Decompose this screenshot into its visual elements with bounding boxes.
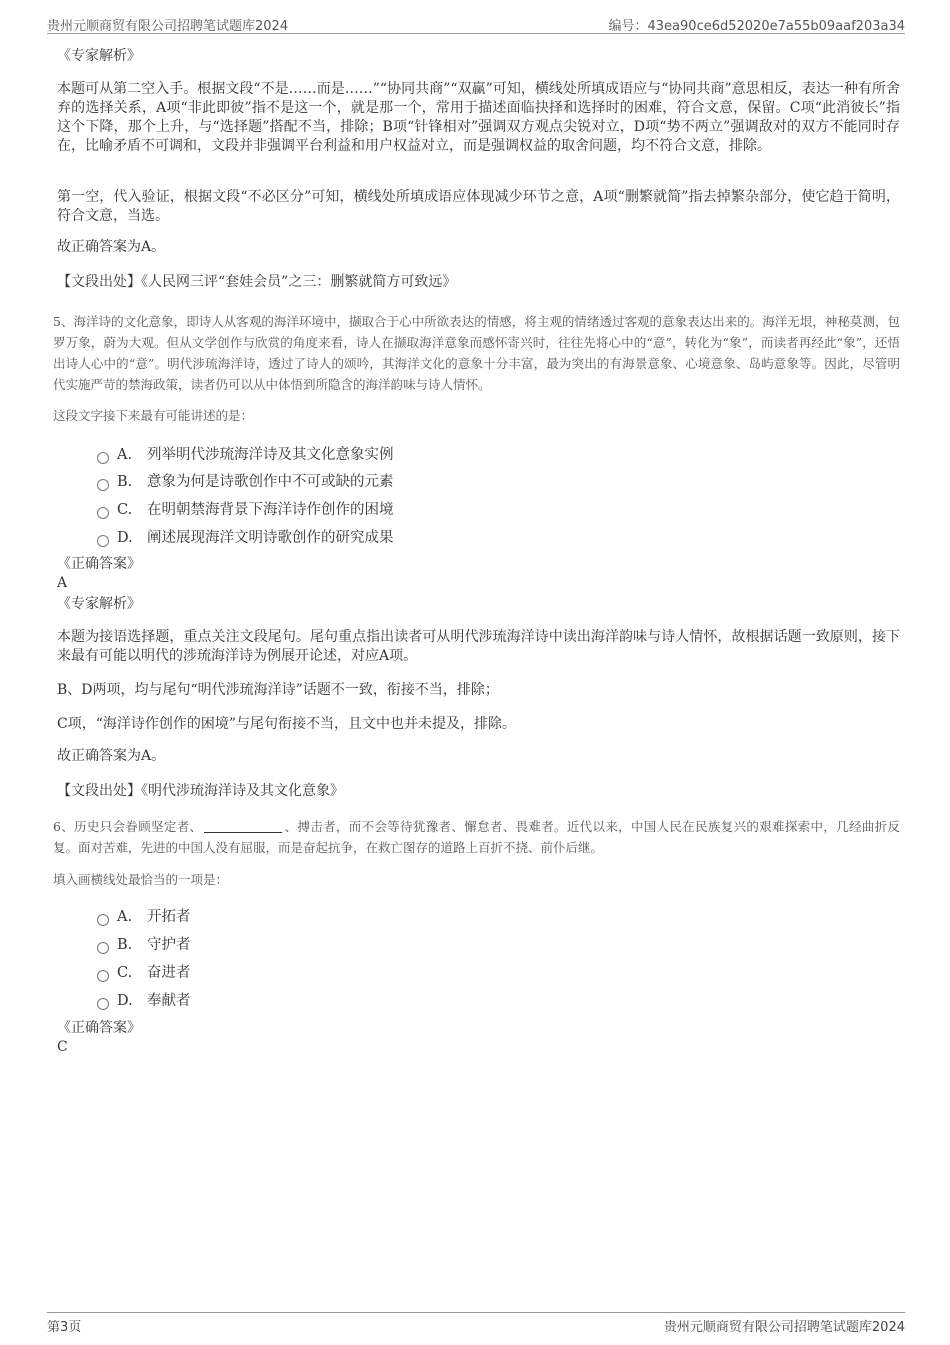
q6-option-b[interactable]: B. 守护者 xyxy=(97,933,191,953)
q5-analysis-heading: 《专家解析》 xyxy=(57,596,141,612)
radio-icon[interactable] xyxy=(97,452,109,464)
page-number: 第3页 xyxy=(47,1320,82,1335)
q4-source: 【文段出处】《人民网三评“套娃会员”之三：删繁就简方可致远》 xyxy=(57,274,457,290)
header-title: 贵州元顺商贸有限公司招聘笔试题库2024 xyxy=(47,19,289,34)
radio-icon[interactable] xyxy=(97,942,109,954)
page-footer xyxy=(47,1312,905,1337)
q5-answer-heading: 《正确答案》 xyxy=(57,556,141,572)
radio-icon[interactable] xyxy=(97,479,109,491)
q5-source: 【文段出处】《明代涉琉海洋诗及其文化意象》 xyxy=(57,783,344,799)
q6-option-a[interactable]: A. 开拓者 xyxy=(97,905,191,925)
q5-option-b[interactable]: B. 意象为何是诗歌创作中不可或缺的元素 xyxy=(97,470,394,490)
q5-option-c[interactable]: C. 在明朝禁海背景下海洋诗作创作的困境 xyxy=(97,498,394,518)
q6-answer: C xyxy=(57,1039,68,1055)
q5-option-d[interactable]: D. 阐述展现海洋文明诗歌创作的研究成果 xyxy=(97,526,394,546)
q6-stem: 6、历史只会眷顾坚定者、 、搏击者，而不会等待犹豫者、懈怠者、畏难者。近代以来，中国人民在民族复兴的艰难探索中，几经曲折反复。面对苦难，先进的中国人没有屈服，而是奋起抗争，在救亡图存的道路上百折不挠、前仆后继。 xyxy=(53,819,900,855)
q5-stem: 5、海洋诗的文化意象，即诗人从客观的海洋环境中，撷取合于心中所欲表达的情感，将主观的情绪透过客观的意象表达出来的。海洋无垠，神秘莫测，包罗万象，蔚为大观。但从文学创作与欣赏的角度来看，诗人在撷取海洋意象而感怀寄兴时，往往先将心中的“意”，转化为“象”，而读者再经此“象”，还悟出诗人心中的“意”。明代涉琉海洋诗，透过了诗人的颂吟，其海洋文化的意象十分丰富，最为突出的有海景意象、心境意象、岛屿意象等。因此，尽管明代实施严苛的禁海政策，读者仍可以从中体悟到所隐含的海洋韵味与诗人情怀。 xyxy=(53,314,900,392)
q6-option-c[interactable]: C. 奋进者 xyxy=(97,961,191,981)
q5-answer: A xyxy=(57,575,68,591)
q6-answer-heading: 《正确答案》 xyxy=(57,1020,141,1036)
radio-icon[interactable] xyxy=(97,914,109,926)
header-serial-number: 编号：43ea90ce6d52020e7a55b09aaf203a34 xyxy=(608,19,905,34)
radio-icon[interactable] xyxy=(97,998,109,1010)
radio-icon[interactable] xyxy=(97,535,109,547)
page-header xyxy=(47,13,905,34)
q5-question: 这段文字接下来最有可能讲述的是： xyxy=(53,408,254,423)
q5-analysis-para2: B、D两项，均与尾句“明代涉琉海洋诗”话题不一致，衔接不当，排除； xyxy=(57,682,499,698)
q4-analysis-para2: 第一空，代入验证，根据文段“不必区分”可知，横线处所填成语应体现减少环节之意，A项“删繁就简”指去掉繁杂部分，使它趋于简明，符合文意，当选。 xyxy=(57,189,900,224)
footer-title: 贵州元顺商贸有限公司招聘笔试题库2024 xyxy=(663,1320,905,1335)
q6-question: 填入画横线处最恰当的一项是： xyxy=(53,872,229,887)
q4-analysis-para1: 本题可从第二空入手。根据文段“不是……而是……”“协同共商”“双赢”可知，横线处所填成语应与“协同共商”意思相反，表达一种有所舍弃的选择关系，A项“非此即彼”指不是这一个，就是那一个，常用于描述面临抉择和选择时的困难，符合文意，保留。C项“此消彼长”指这个下降，那个上升，与“选择题”搭配不当，排除；B项“针锋相对”强调双方观点尖锐对立，D项“势不两立”强调敌对的双方不能同时存在，比喻矛盾不可调和，文段并非强调平台利益和用户权益对立，而是强调权益的取舍问题，均不符合文意，排除。 xyxy=(57,81,900,154)
radio-icon[interactable] xyxy=(97,507,109,519)
q5-conclusion: 故正确答案为A。 xyxy=(57,748,166,764)
q5-analysis-para3: C项，“海洋诗作创作的困境”与尾句衔接不当，且文中也并未提及，排除。 xyxy=(57,716,517,732)
q6-blank xyxy=(204,818,282,833)
q6-option-d[interactable]: D. 奉献者 xyxy=(97,989,191,1009)
q5-option-a[interactable]: A. 列举明代涉琉海洋诗及其文化意象实例 xyxy=(97,443,394,463)
q4-analysis-heading: 《专家解析》 xyxy=(57,48,141,64)
q4-conclusion: 故正确答案为A。 xyxy=(57,239,166,255)
radio-icon[interactable] xyxy=(97,970,109,982)
q5-analysis-para1: 本题为接语选择题，重点关注文段尾句。尾句重点指出读者可从明代涉琉海洋诗中读出海洋韵味与诗人情怀，故根据话题一致原则，接下来最有可能以明代的涉琉海洋诗为例展开论述，对应A项。 xyxy=(57,629,900,664)
